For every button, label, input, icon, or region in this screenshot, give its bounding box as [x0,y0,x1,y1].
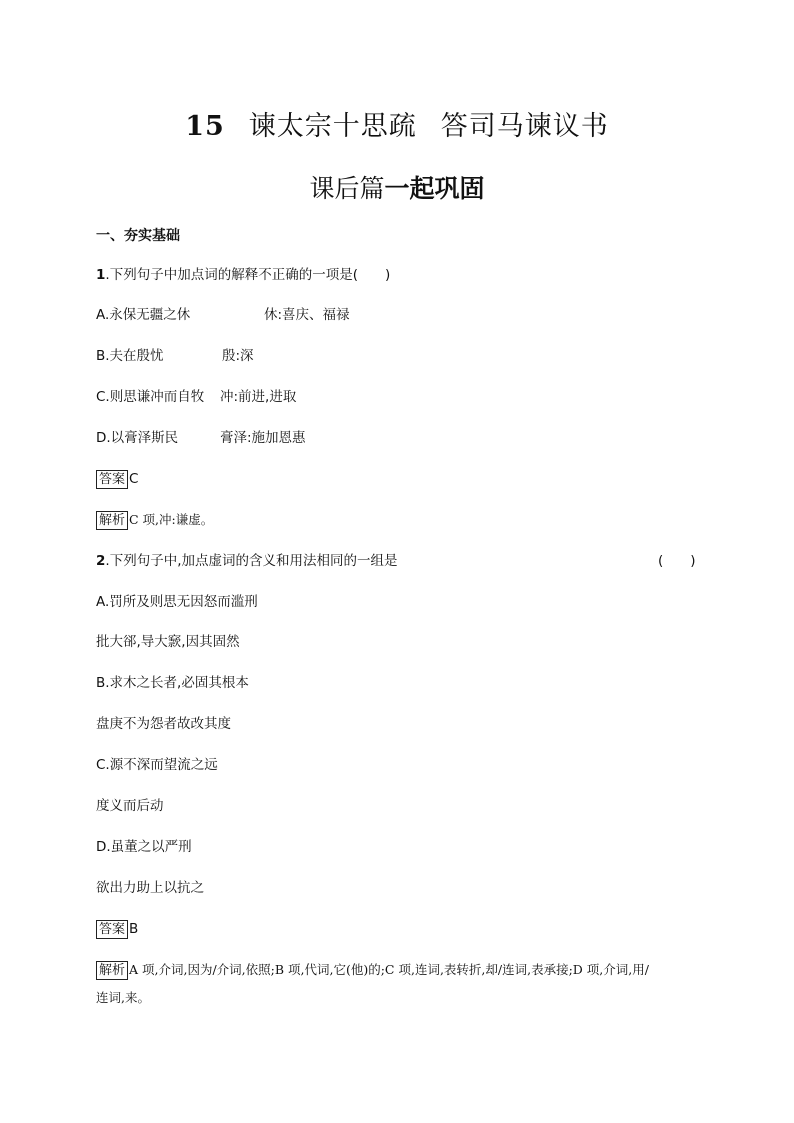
answer-label: 答案 [96,920,128,939]
q1-option-d-gloss: 膏泽:施加恩惠 [220,430,306,446]
q2-option-a-line2: 批大郤,导大窾,因其固然 [96,634,240,650]
q1-answer-value: C [129,471,139,487]
q2-number: 2 [96,553,106,569]
answer-label: 答案 [96,470,128,489]
q2-option-d-line2: 欲出力助上以抗之 [96,880,204,896]
q1-option-b-sentence: B.夫在殷忧 [96,348,164,364]
title-part-a: 谏太宗十思疏 [248,111,417,142]
subtitle-bold: 一起巩固 [384,174,485,203]
q1-option-d [96,428,496,448]
q1-option-c [96,387,496,407]
page-subtitle [0,169,794,205]
q1-option-b [96,346,496,366]
analysis-label: 解析 [96,511,128,530]
q2-option-c-line1: C.源不深而望流之远 [96,757,218,773]
q2-option-d-line1: D.虽董之以严刑 [96,839,192,855]
q2-option-b-line2: 盘庚不为怨者故改其度 [96,716,231,732]
q1-option-d-sentence: D.以膏泽斯民 [96,430,179,446]
q2-option-b-line1: B.求木之长者,必固其根本 [96,675,249,691]
q2-analysis [96,960,649,980]
q1-option-a-gloss: 休:喜庆、福禄 [264,307,350,323]
q2-analysis-text-line2: 连词,来。 [96,990,150,1005]
q1-option-c-gloss: 冲:前进,进取 [220,389,297,405]
q1-option-b-gloss: 殷:深 [222,348,254,364]
q1-option-a [96,305,496,325]
analysis-label: 解析 [96,961,128,980]
q1-stem-text: .下列句子中加点词的解释不正确的一项是( ) [105,267,391,283]
q2-analysis-text-line1: A 项,介词,因为/介词,依照;B 项,代词,它(他)的;C 项,连词,表转折,却/连词,表承接;D 项,介词,用/ [129,962,649,977]
q2-answer-value: B [129,921,139,937]
q2-answer-blank: ( ) [658,553,696,569]
q2-option-c-line2: 度义而后动 [96,798,164,814]
q2-option-a-line1: A.罚所及则思无因怒而滥刑 [96,594,258,610]
page-title [0,104,794,143]
q1-option-a-sentence: A.永保无疆之休 [96,307,191,323]
q2-answer [96,919,138,939]
section-heading: 一、夯实基础 [96,228,180,244]
q1-answer [96,469,138,489]
q2-stem [96,551,700,571]
subtitle-light: 课后篇 [309,174,385,203]
q1-option-c-sentence: C.则思谦冲而自牧 [96,389,205,405]
q2-stem-text: .下列句子中,加点虚词的含义和用法相同的一组是 [105,553,398,569]
lesson-number: 15 [185,111,225,142]
q1-analysis-text: C 项,冲:谦虚。 [129,512,214,527]
q1-number: 1 [96,267,106,283]
q1-analysis [96,510,213,530]
q1-stem [96,265,390,285]
title-part-b: 答司马谏议书 [440,111,609,142]
